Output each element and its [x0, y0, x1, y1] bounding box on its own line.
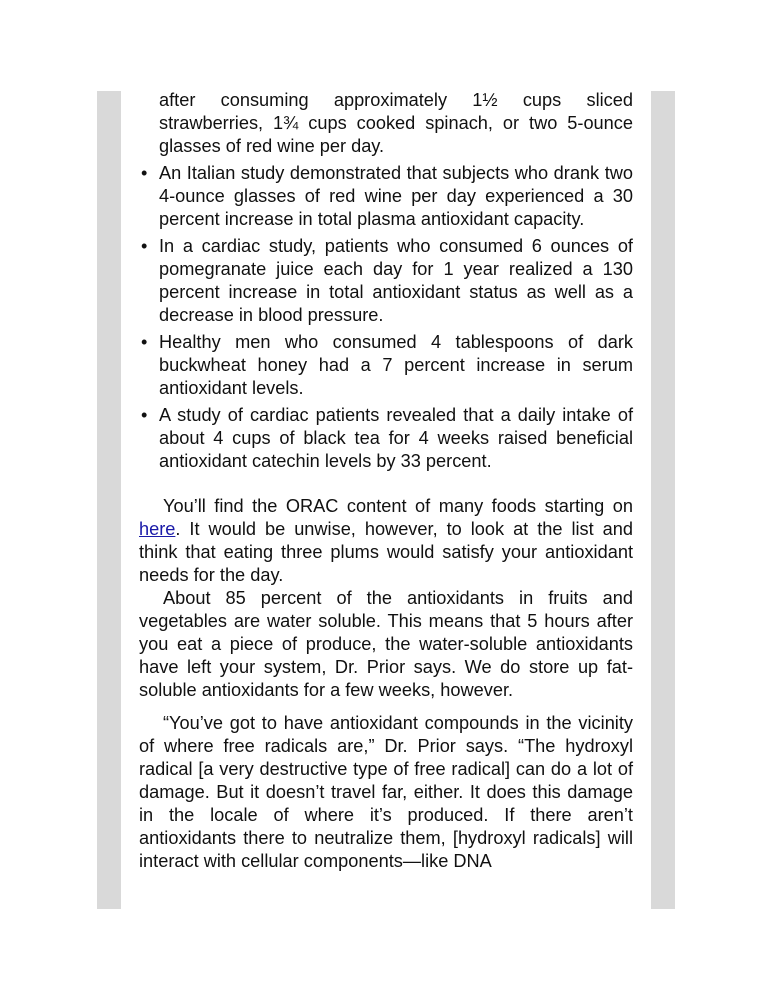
bullet-list: [139, 162, 633, 473]
list-item: [139, 331, 633, 400]
paragraph-text: You’ll find the ORAC content of many foods starting on: [163, 496, 633, 516]
list-item: [139, 404, 633, 473]
here-link[interactable]: here: [139, 519, 176, 539]
list-item: [139, 162, 633, 231]
list-item-text: A study of cardiac patients revealed that a daily intake of about 4 cups of black tea for 4 weeks raised beneficial antioxidant catechin levels by 33 percent.: [159, 405, 633, 471]
bullet-icon: •: [141, 332, 148, 352]
paragraph-quote: “You’ve got to have antioxidant compounds in the vicinity of where free radicals are,” Dr. Prior says. “The hydroxyl radical [a very destructive type of free radical] can do a lot of damage. But it doesn’t travel far, either. It does this damage in the locale of where it’s produced. If there aren’t antioxidants there to neutralize them, [hydroxyl radicals] will interact with cellular components—like DNA: [139, 713, 633, 871]
list-item: [139, 235, 633, 327]
document-page: [139, 89, 633, 873]
bullet-icon: •: [141, 236, 148, 256]
list-item-text: Healthy men who consumed 4 tablespoons of dark buckwheat honey had a 7 percent increase in serum antioxidant levels.: [159, 332, 633, 398]
paragraph-water-soluble: About 85 percent of the antioxidants in fruits and vegetables are water soluble. This means that 5 hours after you eat a piece of produce, the water-soluble antioxidants have left your system, Dr. Prior says. We do store up fat-soluble antioxidants for a few weeks, however.: [139, 588, 633, 700]
bullet-icon: •: [141, 163, 148, 183]
list-item-text: An Italian study demonstrated that subjects who drank two 4-ounce glasses of red wine per day experienced a 30 percent increase in total plasma antioxidant capacity.: [159, 163, 633, 229]
continued-bullet-text: after consuming approximately 1½ cups sliced strawberries, 1¾ cups cooked spinach, or two 5-ounce glasses of red wine per day.: [159, 90, 633, 156]
paragraph-orac: [139, 495, 633, 587]
right-margin-bar: [651, 91, 675, 909]
paragraph-text: . It would be unwise, however, to look at the list and think that eating three plums would satisfy your antioxidant needs for the day.: [139, 519, 633, 585]
bullet-icon: •: [141, 405, 148, 425]
list-item-text: In a cardiac study, patients who consumed 6 ounces of pomegranate juice each day for 1 year realized a 130 percent increase in total antioxidant status as well as a decrease in blood pressure.: [159, 236, 633, 325]
left-margin-bar: [97, 91, 121, 909]
